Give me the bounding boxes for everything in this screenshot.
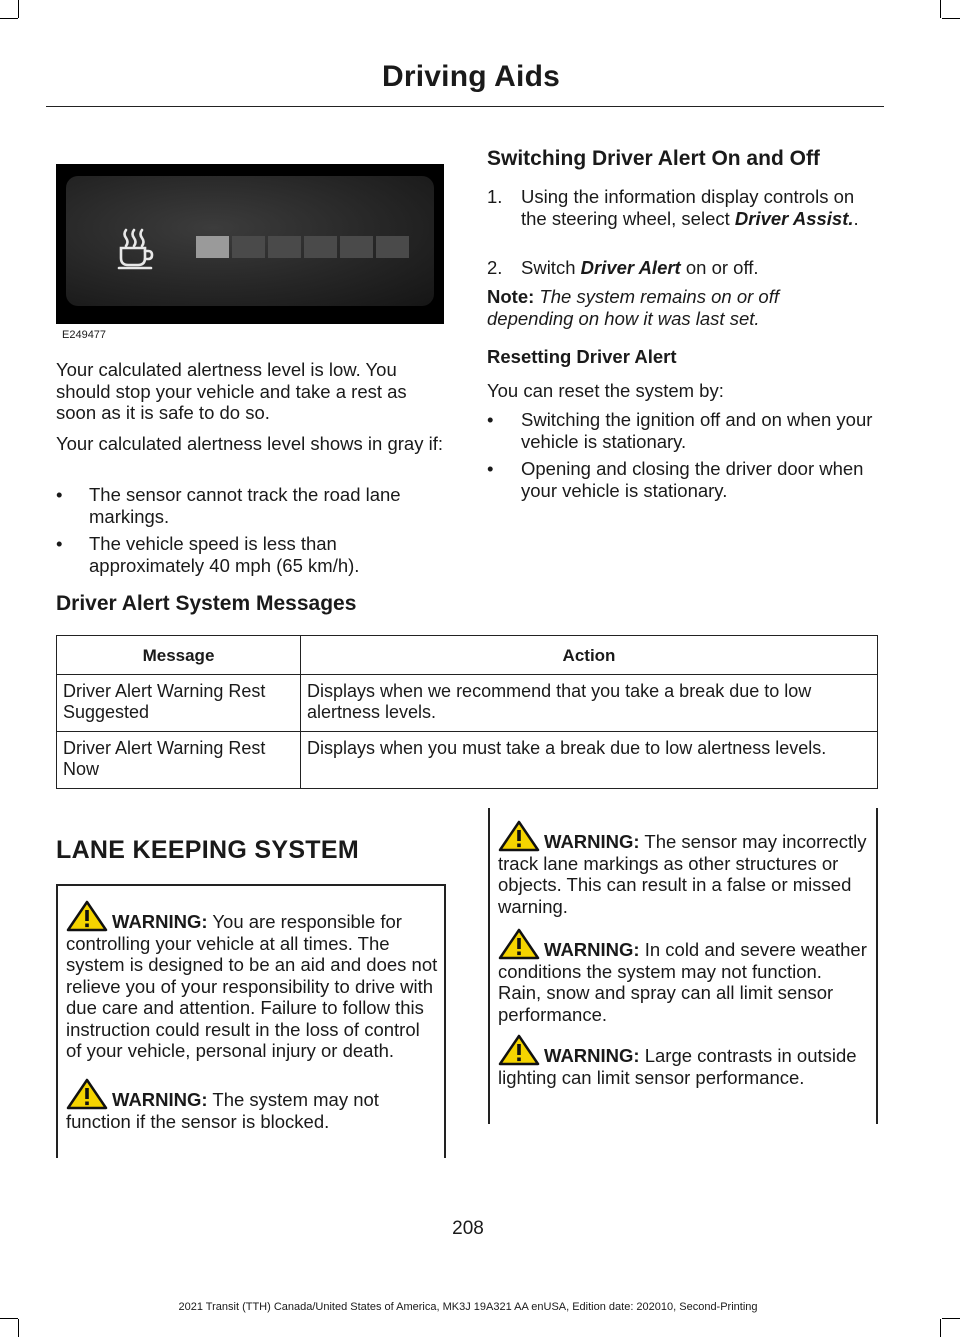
section-heading-messages: Driver Alert System Messages <box>56 592 357 615</box>
bullet-marker: • <box>487 409 494 430</box>
crop-mark <box>18 0 19 18</box>
warning-text: The system may not function if the sensor is blocked. <box>66 1089 379 1132</box>
warning-triangle-icon <box>498 1034 540 1066</box>
warning-triangle-icon <box>66 900 108 932</box>
step-number: 1. <box>487 186 503 207</box>
alertness-bar <box>232 236 265 258</box>
list-item <box>487 409 879 453</box>
warning-item <box>498 820 870 917</box>
step-item <box>487 257 879 279</box>
section-heading-switching: Switching Driver Alert On and Off <box>487 147 820 170</box>
alertness-bar <box>340 236 373 258</box>
warning-box-right <box>488 808 878 1124</box>
note-paragraph <box>487 286 827 329</box>
warning-item <box>66 900 438 1062</box>
bullet-marker: • <box>487 458 494 479</box>
display-screen <box>66 176 434 306</box>
warning-text: You are responsible for controlling your vehicle at all times. The system is designed to be an aid and does not relieve you of your responsibility to drive with due care and attention. Failure to follow this instruction could result in the loss of control of your vehicle, personal injury or death. <box>66 911 438 1061</box>
alertness-bar <box>376 236 409 258</box>
note-text: The system remains on or off depending on how it was last set. <box>487 286 779 329</box>
footer-edition-line: 2021 Transit (TTH) Canada/United States of America, MK3J 19A321 AA enUSA, Edition date: 202010, Second-Printing <box>178 1301 758 1313</box>
list-item-text: Switching the ignition off and on when your vehicle is stationary. <box>521 409 873 452</box>
table-cell-action: Displays when you must take a break due to low alertness levels. <box>301 732 878 789</box>
list-item <box>56 484 448 528</box>
step-emphasis: Driver Alert <box>580 257 681 278</box>
warning-item <box>66 1078 438 1132</box>
warning-triangle-icon <box>498 928 540 960</box>
warning-label: WARNING: <box>544 1045 640 1066</box>
crop-mark <box>940 1319 941 1337</box>
step-text-post: . <box>853 207 859 229</box>
warning-label: WARNING: <box>112 911 208 932</box>
step-text <box>521 186 881 229</box>
warning-label: WARNING: <box>544 831 640 852</box>
warning-item <box>498 1034 870 1088</box>
note-label: Note: <box>487 286 535 307</box>
list-item-text: The sensor cannot track the road lane markings. <box>89 484 401 527</box>
coffee-cup-icon <box>116 226 156 270</box>
page-header-title: Driving Aids <box>382 60 560 93</box>
warning-text: In cold and severe weather conditions the system may not function. Rain, snow and spray can all limit sensor performance. <box>498 939 867 1025</box>
table-row <box>57 732 878 789</box>
alertness-bar <box>268 236 301 258</box>
figure-label: E249477 <box>62 329 107 341</box>
warning-label: WARNING: <box>544 939 640 960</box>
table-cell-message: Driver Alert Warning Rest Now <box>57 732 301 789</box>
section-heading-lane-keeping: LANE KEEPING SYSTEM <box>56 836 359 864</box>
crop-mark <box>0 1318 18 1319</box>
step-text-pre: Using the information display controls on the steering wheel, select <box>521 186 855 229</box>
warning-triangle-icon <box>66 1078 108 1110</box>
list-item-text: Opening and closing the driver door when your vehicle is stationary. <box>521 458 864 501</box>
header-rule <box>46 106 884 107</box>
list-item <box>56 533 448 577</box>
messages-table <box>56 635 878 789</box>
step-text-post: on or off. <box>680 257 759 278</box>
warning-box-left <box>56 884 446 1158</box>
table-cell-action: Displays when we recommend that you take a break due to low alertness levels. <box>301 675 878 732</box>
step-text-pre: Switch <box>521 257 581 278</box>
crop-mark <box>942 18 960 19</box>
table-header-row <box>57 636 878 675</box>
paragraph-reset-intro: You can reset the system by: <box>487 380 724 401</box>
alertness-bar-lit <box>196 236 229 258</box>
table-cell-message: Driver Alert Warning Rest Suggested <box>57 675 301 732</box>
alertness-level-bars <box>196 236 409 258</box>
page-number: 208 <box>452 1218 484 1239</box>
step-number: 2. <box>487 257 503 278</box>
alertness-bar <box>304 236 337 258</box>
warning-text: Large contrasts in outside lighting can limit sensor performance. <box>498 1045 857 1088</box>
alertness-display-image <box>56 164 444 324</box>
crop-mark <box>18 1319 19 1337</box>
step-item <box>487 186 879 252</box>
list-item <box>487 458 879 502</box>
warning-triangle-icon <box>498 820 540 852</box>
step-emphasis: Driver Assist. <box>734 207 854 229</box>
column-header-message: Message <box>57 636 301 675</box>
bullet-marker: • <box>56 484 63 505</box>
bullet-marker: • <box>56 533 63 554</box>
warning-label: WARNING: <box>112 1089 208 1110</box>
warning-text: The sensor may incorrectly track lane markings as other structures or objects. This can result in a false or missed warning. <box>498 831 867 917</box>
step-text <box>521 257 881 279</box>
crop-mark <box>942 1318 960 1319</box>
crop-mark <box>0 18 18 19</box>
subheading-resetting: Resetting Driver Alert <box>487 346 677 367</box>
table-row <box>57 675 878 732</box>
crop-mark <box>940 0 941 18</box>
warning-item <box>498 928 870 1025</box>
list-item-text: The vehicle speed is less than approximately 40 mph (65 km/h). <box>89 533 360 576</box>
column-header-action: Action <box>301 636 878 675</box>
paragraph-low-alertness: Your calculated alertness level is low. You should stop your vehicle and take a rest as soon as it is safe to do so. <box>56 359 407 423</box>
paragraph-gray-if: Your calculated alertness level shows in gray if: <box>56 433 443 454</box>
